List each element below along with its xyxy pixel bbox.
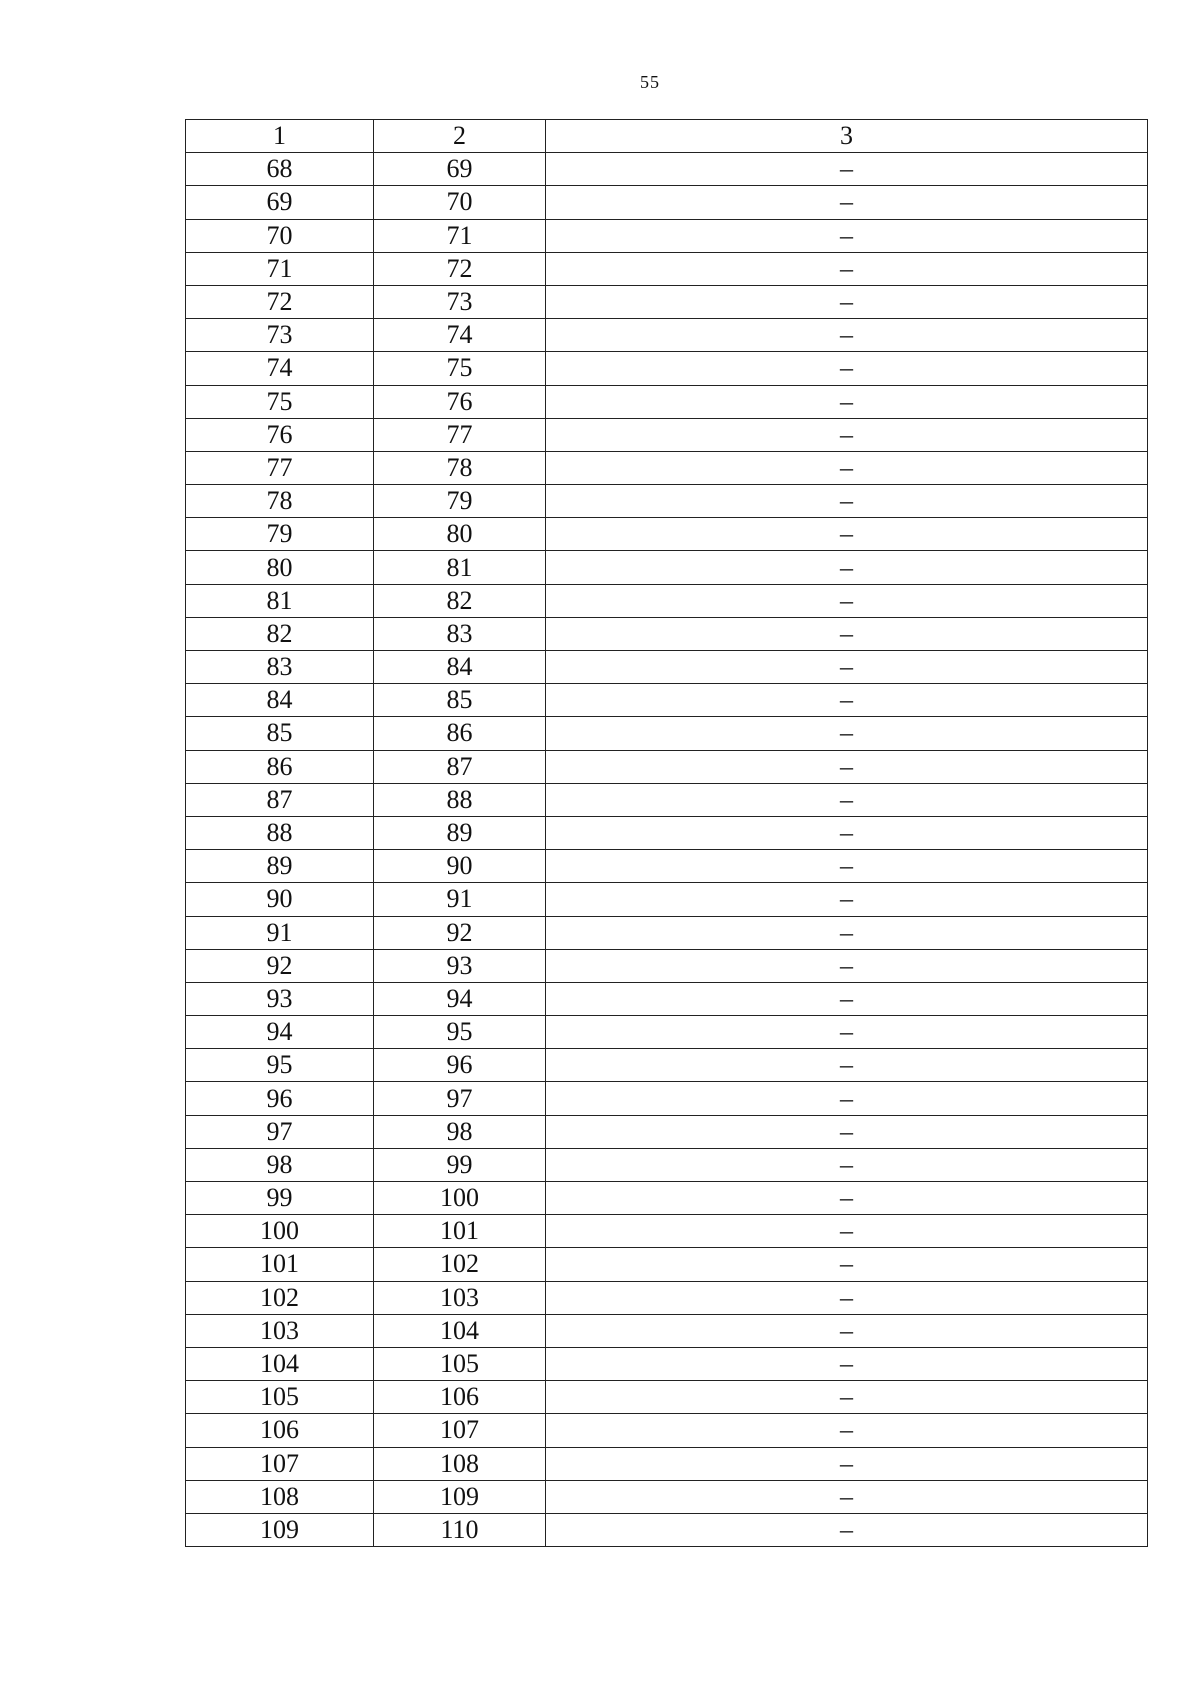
table-cell-col1: 83 <box>186 651 374 684</box>
table-cell-col1: 97 <box>186 1115 374 1148</box>
table-cell-col2: 109 <box>374 1480 546 1513</box>
table-row <box>186 783 1148 816</box>
table-cell-col3: – <box>546 186 1148 219</box>
table-row <box>186 1115 1148 1148</box>
table-cell-col2: 91 <box>374 883 546 916</box>
table-cell-col2: 92 <box>374 916 546 949</box>
table-cell-col3: – <box>546 717 1148 750</box>
table-row <box>186 750 1148 783</box>
table-cell-col3: – <box>546 584 1148 617</box>
table-cell-col1: 95 <box>186 1049 374 1082</box>
table-row <box>186 584 1148 617</box>
table-row <box>186 451 1148 484</box>
table-row <box>186 1016 1148 1049</box>
table-cell-col3: – <box>546 1447 1148 1480</box>
table-cell-col3: – <box>546 1381 1148 1414</box>
table-cell-col3: – <box>546 252 1148 285</box>
table-cell-col2: 99 <box>374 1148 546 1181</box>
data-table <box>185 119 1148 1547</box>
table-cell-col1: 109 <box>186 1513 374 1546</box>
table-cell-col3: – <box>546 816 1148 849</box>
table-cell-col3: – <box>546 982 1148 1015</box>
table-cell-col2: 106 <box>374 1381 546 1414</box>
table-row <box>186 518 1148 551</box>
table-cell-col1: 82 <box>186 617 374 650</box>
table-cell-col2: 97 <box>374 1082 546 1115</box>
table-row <box>186 352 1148 385</box>
table-cell-col2: 72 <box>374 252 546 285</box>
table-cell-col1: 105 <box>186 1381 374 1414</box>
table-cell-col1: 80 <box>186 551 374 584</box>
table-cell-col1: 84 <box>186 684 374 717</box>
table-cell-col3: – <box>546 949 1148 982</box>
table-body <box>186 153 1148 1547</box>
table-cell-col1: 107 <box>186 1447 374 1480</box>
table-cell-col2: 94 <box>374 982 546 1015</box>
table-row <box>186 1381 1148 1414</box>
table-cell-col1: 108 <box>186 1480 374 1513</box>
table-cell-col2: 101 <box>374 1215 546 1248</box>
table-cell-col3: – <box>546 1480 1148 1513</box>
page-number: 55 <box>640 72 660 92</box>
table-cell-col2: 98 <box>374 1115 546 1148</box>
table-cell-col3: – <box>546 1082 1148 1115</box>
table-cell-col1: 87 <box>186 783 374 816</box>
column-header-3: 3 <box>546 120 1148 153</box>
table-cell-col1: 88 <box>186 816 374 849</box>
table-row <box>186 1148 1148 1181</box>
table-cell-col3: – <box>546 1115 1148 1148</box>
table-cell-col2: 89 <box>374 816 546 849</box>
table-cell-col3: – <box>546 1414 1148 1447</box>
table-cell-col1: 74 <box>186 352 374 385</box>
table-cell-col3: – <box>546 451 1148 484</box>
table-cell-col1: 72 <box>186 285 374 318</box>
table-cell-col2: 77 <box>374 418 546 451</box>
table-row <box>186 1215 1148 1248</box>
table-row <box>186 850 1148 883</box>
table-cell-col3: – <box>546 750 1148 783</box>
table-cell-col3: – <box>546 1281 1148 1314</box>
data-table-container <box>185 119 1147 1547</box>
table-cell-col1: 101 <box>186 1248 374 1281</box>
table-cell-col2: 73 <box>374 285 546 318</box>
table-row <box>186 385 1148 418</box>
table-row <box>186 418 1148 451</box>
table-cell-col2: 76 <box>374 385 546 418</box>
table-cell-col2: 71 <box>374 219 546 252</box>
table-cell-col1: 77 <box>186 451 374 484</box>
table-row <box>186 285 1148 318</box>
table-cell-col3: – <box>546 850 1148 883</box>
table-row <box>186 1049 1148 1082</box>
table-cell-col1: 68 <box>186 153 374 186</box>
table-row <box>186 1314 1148 1347</box>
table-cell-col2: 96 <box>374 1049 546 1082</box>
table-cell-col3: – <box>546 1016 1148 1049</box>
table-header <box>186 120 1148 153</box>
table-cell-col3: – <box>546 551 1148 584</box>
table-cell-col2: 103 <box>374 1281 546 1314</box>
table-cell-col1: 106 <box>186 1414 374 1447</box>
table-row <box>186 949 1148 982</box>
table-cell-col2: 105 <box>374 1347 546 1380</box>
table-cell-col3: – <box>546 783 1148 816</box>
table-row <box>186 982 1148 1015</box>
table-row <box>186 617 1148 650</box>
table-row <box>186 916 1148 949</box>
table-cell-col2: 81 <box>374 551 546 584</box>
table-cell-col1: 94 <box>186 1016 374 1049</box>
table-cell-col1: 93 <box>186 982 374 1015</box>
table-cell-col1: 78 <box>186 485 374 518</box>
table-cell-col2: 75 <box>374 352 546 385</box>
table-cell-col2: 104 <box>374 1314 546 1347</box>
table-cell-col1: 96 <box>186 1082 374 1115</box>
table-cell-col1: 98 <box>186 1148 374 1181</box>
table-cell-col2: 95 <box>374 1016 546 1049</box>
table-cell-col1: 85 <box>186 717 374 750</box>
table-row <box>186 485 1148 518</box>
table-cell-col2: 110 <box>374 1513 546 1546</box>
table-cell-col2: 69 <box>374 153 546 186</box>
table-row <box>186 219 1148 252</box>
table-cell-col3: – <box>546 1314 1148 1347</box>
table-cell-col3: – <box>546 651 1148 684</box>
table-cell-col2: 83 <box>374 617 546 650</box>
table-cell-col1: 90 <box>186 883 374 916</box>
table-cell-col3: – <box>546 285 1148 318</box>
table-cell-col3: – <box>546 352 1148 385</box>
table-cell-col2: 88 <box>374 783 546 816</box>
table-row <box>186 153 1148 186</box>
table-cell-col2: 70 <box>374 186 546 219</box>
table-cell-col1: 100 <box>186 1215 374 1248</box>
table-cell-col1: 103 <box>186 1314 374 1347</box>
table-row <box>186 1447 1148 1480</box>
table-cell-col3: – <box>546 385 1148 418</box>
table-row <box>186 1082 1148 1115</box>
table-cell-col3: – <box>546 153 1148 186</box>
table-cell-col1: 102 <box>186 1281 374 1314</box>
table-cell-col1: 76 <box>186 418 374 451</box>
table-cell-col1: 71 <box>186 252 374 285</box>
table-cell-col2: 82 <box>374 584 546 617</box>
table-cell-col3: – <box>546 485 1148 518</box>
column-header-2: 2 <box>374 120 546 153</box>
table-cell-col3: – <box>546 916 1148 949</box>
table-row <box>186 319 1148 352</box>
table-cell-col2: 74 <box>374 319 546 352</box>
table-cell-col3: – <box>546 219 1148 252</box>
table-cell-col1: 92 <box>186 949 374 982</box>
table-cell-col3: – <box>546 617 1148 650</box>
table-cell-col2: 84 <box>374 651 546 684</box>
table-row <box>186 1480 1148 1513</box>
table-cell-col2: 78 <box>374 451 546 484</box>
table-cell-col2: 80 <box>374 518 546 551</box>
table-cell-col1: 70 <box>186 219 374 252</box>
table-cell-col3: – <box>546 1248 1148 1281</box>
table-cell-col3: – <box>546 319 1148 352</box>
table-cell-col1: 73 <box>186 319 374 352</box>
table-row <box>186 1248 1148 1281</box>
table-cell-col2: 85 <box>374 684 546 717</box>
table-row <box>186 1347 1148 1380</box>
table-cell-col3: – <box>546 1148 1148 1181</box>
table-row <box>186 1182 1148 1215</box>
table-cell-col3: – <box>546 883 1148 916</box>
table-row <box>186 551 1148 584</box>
table-cell-col1: 75 <box>186 385 374 418</box>
table-cell-col1: 104 <box>186 1347 374 1380</box>
table-cell-col1: 79 <box>186 518 374 551</box>
table-row <box>186 186 1148 219</box>
table-cell-col3: – <box>546 1347 1148 1380</box>
table-cell-col1: 89 <box>186 850 374 883</box>
table-row <box>186 816 1148 849</box>
table-cell-col1: 86 <box>186 750 374 783</box>
table-cell-col2: 86 <box>374 717 546 750</box>
table-cell-col3: – <box>546 1215 1148 1248</box>
table-row <box>186 1281 1148 1314</box>
table-cell-col2: 108 <box>374 1447 546 1480</box>
table-cell-col2: 79 <box>374 485 546 518</box>
table-row <box>186 252 1148 285</box>
table-row <box>186 883 1148 916</box>
table-cell-col3: – <box>546 684 1148 717</box>
table-row <box>186 1513 1148 1546</box>
table-cell-col1: 69 <box>186 186 374 219</box>
table-cell-col3: – <box>546 1049 1148 1082</box>
table-row <box>186 717 1148 750</box>
table-cell-col2: 107 <box>374 1414 546 1447</box>
table-cell-col2: 93 <box>374 949 546 982</box>
table-cell-col2: 87 <box>374 750 546 783</box>
table-cell-col2: 102 <box>374 1248 546 1281</box>
table-cell-col1: 99 <box>186 1182 374 1215</box>
table-cell-col3: – <box>546 518 1148 551</box>
table-cell-col2: 90 <box>374 850 546 883</box>
table-cell-col2: 100 <box>374 1182 546 1215</box>
table-header-row <box>186 120 1148 153</box>
table-row <box>186 651 1148 684</box>
column-header-1: 1 <box>186 120 374 153</box>
table-cell-col1: 91 <box>186 916 374 949</box>
table-cell-col3: – <box>546 1513 1148 1546</box>
table-cell-col3: – <box>546 418 1148 451</box>
table-cell-col1: 81 <box>186 584 374 617</box>
table-row <box>186 684 1148 717</box>
table-row <box>186 1414 1148 1447</box>
table-cell-col3: – <box>546 1182 1148 1215</box>
